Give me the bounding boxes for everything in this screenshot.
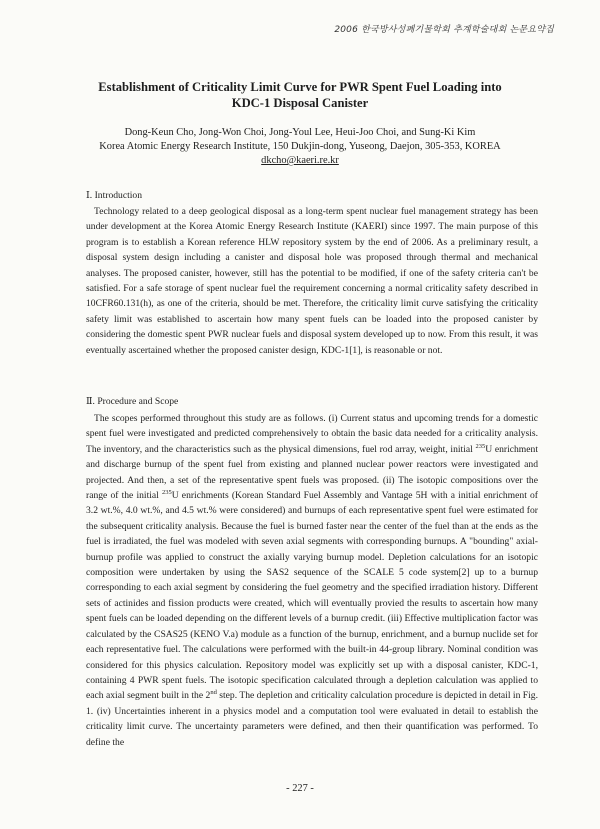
- running-header: 2006 한국방사성폐기물학회 추계학술대회 논문요약집: [334, 25, 554, 35]
- procedure-text-b: U enrichment and discharge burnup of the spent fuel from existing and planned nuclear power reactors were investigated and projected. And then, a set of the representative spent fuels was proposed. (ii) The isotopic compositions over the range of the initial: [86, 443, 538, 502]
- procedure-paragraph: [86, 411, 538, 750]
- title-line-1: Establishment of Criticality Limit Curve for PWR Spent Fuel Loading into: [98, 80, 502, 94]
- superscript-nd: nd: [210, 689, 217, 697]
- superscript-235-a: 235: [475, 442, 486, 450]
- superscript-235-b: 235: [161, 489, 172, 497]
- author-email[interactable]: dkcho@kaeri.re.kr: [261, 155, 339, 166]
- title-line-2: KDC-1 Disposal Canister: [231, 96, 369, 110]
- author-names: Dong-Keun Cho, Jong-Won Choi, Jong-Youl Lee, Heui-Joo Choi, and Sung-Ki Kim: [124, 127, 476, 138]
- page-number: - 227 -: [286, 783, 314, 794]
- introduction-paragraph: Technology related to a deep geological disposal as a long-term spent nuclear fuel management strategy has been under development at the Korea Atomic Energy Research Institute (KAERI) since 1997. The main purpose of this program is to establish a Korean reference HLW repository system by the end of 2006. As a preliminary result, a disposal system design including a canister and disposal hole was proposed through thermal and mechanical analyses. The proposed canister, however, still has the potential to be modified, if one of the safety criteria can't be satisfied. For a safe storage of spent nuclear fuel the requirement concerning a normal criticality safety described in 10CFR60.131(h), as one of the criteria, should be met. Therefore, the criticality limit curve satisfying the criticality safety limit was established to ascertain how many spent fuels can be loaded into the proposed canister by considering the domestic spent PWR nuclear fuels and disposal system developed up to now. From this result, it was eventually ascertained whether the proposed canister design, KDC-1[1], is reasonable or not.: [86, 206, 538, 356]
- procedure-text-a: The scopes performed throughout this study are as follows. (i) Current status and upcoming trends for a domestic spent fuel were investigated and predicted comprehensively to obtain the basic data needed for a criticality analysis. The inventory, and the characteristics such as the physical dimensions, fuel rod array, weight, initial: [86, 413, 538, 455]
- procedure-text-d: step. The depletion and criticality calculation procedure is depicted in detail in Fig. 1. (iv) Uncertainties inherent in a physics model and a computation tool were evaluated in detail to establish the criticality limit curve. The uncertainty parameters were defined, and then their quantification was performed. To define the: [86, 690, 538, 748]
- section-heading-introduction: Ⅰ. Introduction: [86, 190, 143, 201]
- paper-title: [60, 79, 540, 111]
- author-affiliation: Korea Atomic Energy Research Institute, 150 Dukjin-dong, Yuseong, Daejon, 305-353, KOREA: [99, 141, 501, 152]
- procedure-text-c: U enrichments (Korean Standard Fuel Assembly and Vantage 5H with a initial enrichment of 3.2 wt.%, 4.0 wt.%, and 4.5 wt.% were considered) and burnups of each representative spent fuel were estimated for the subsequent criticality analysis. Because the fuel is burned faster near the center of the fuel than at the ends as the fuel is irradiated, the fuel was modeled with seven axial segments with corresponding burnups. A "bounding" axial-burnup profile was applied to construct the axially varying burnup model. Depletion calculations for an isotopic composition were undertaken by using the SAS2 sequence of the SCALE 5 code system[2] up to a burnup corresponding to each axial segment by considering the fuel geometry and the specified irradiation history. Different sets of actinides and fission products were created, which will eventually provied the results to ascertain how many spent fuels can be loaded depending on the different levels of a burnup credit. (iii) Effective multiplication factor was calculated by the CSAS25 (KENO V.a) module as a function of the burnup, enrichment, and a burnup nuclide set for each representative fuel. The calculations were performed with the built-in 44-group library. Nominal condition was considered for this physics calculation. Repository model was explicitly set up with a disposal canister, KDC-1, containing 4 PWR spent fuels. The isotopic specification calculated through a depletion calculation was applied to each axial segment built in the 2: [86, 490, 538, 702]
- author-block: [60, 126, 540, 168]
- section-heading-procedure: Ⅱ. Procedure and Scope: [86, 396, 179, 407]
